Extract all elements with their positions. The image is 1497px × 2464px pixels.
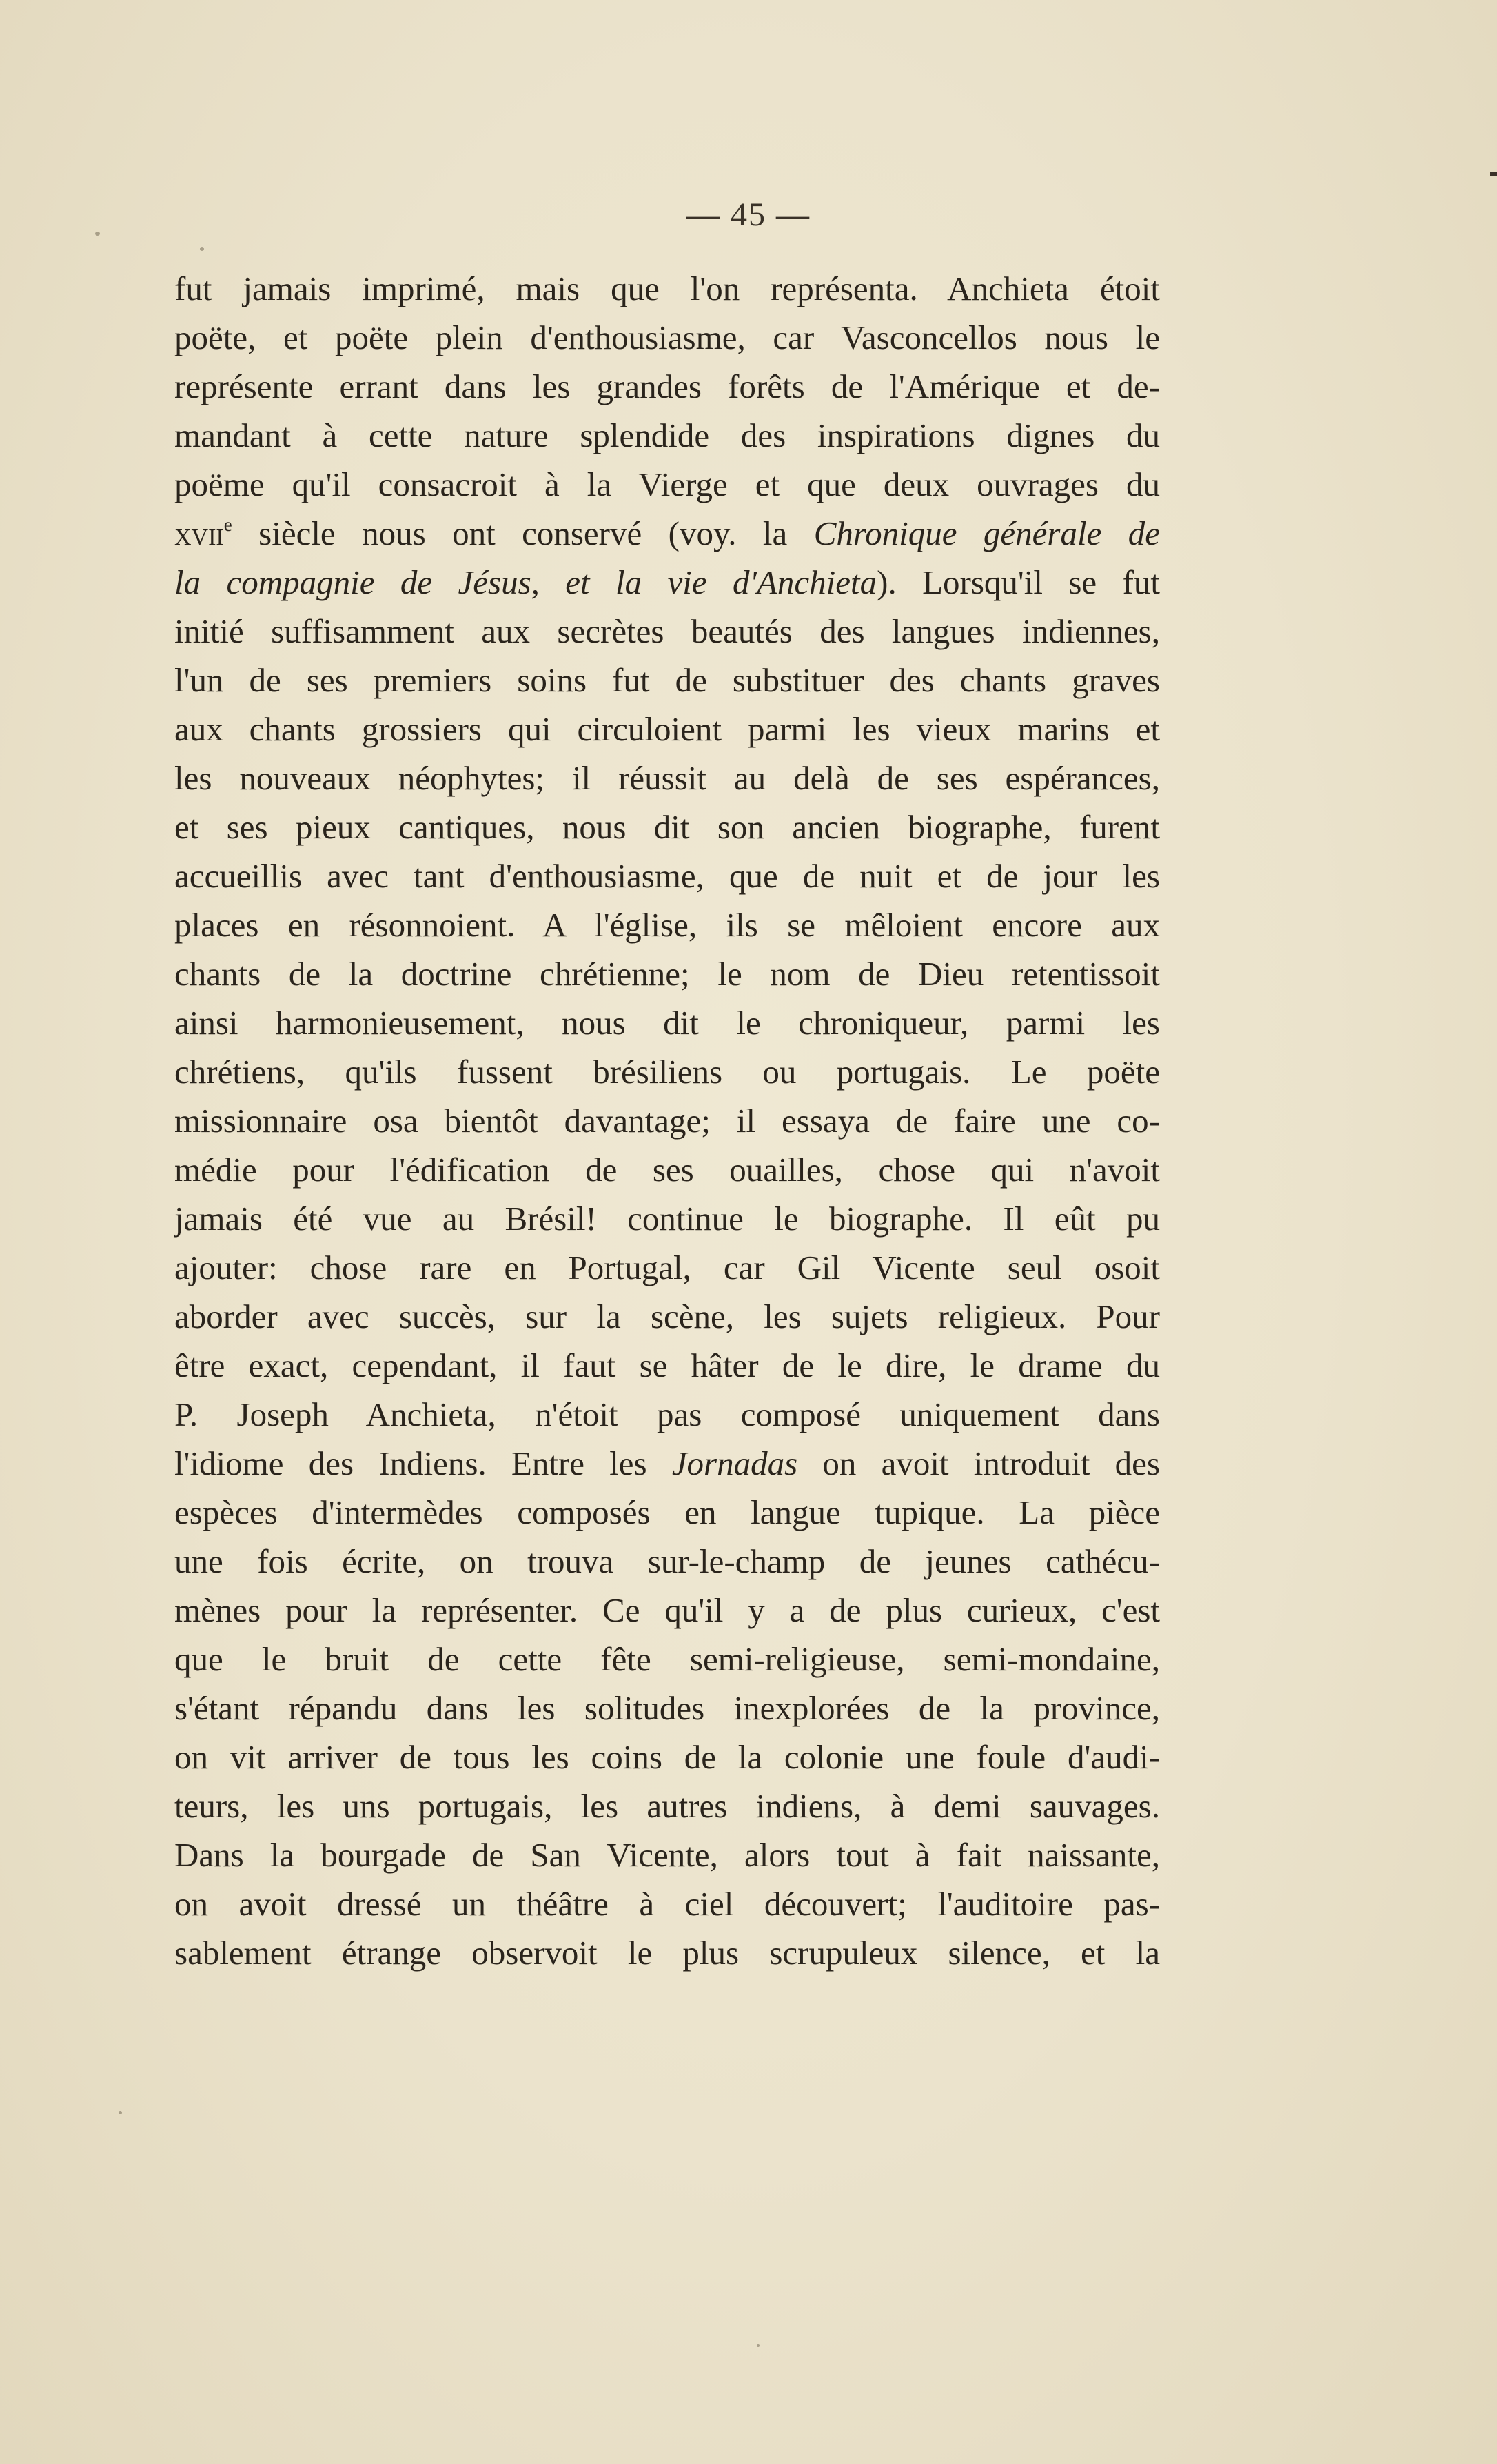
paper-speck (200, 247, 204, 251)
text-line: et ses pieux cantiques, nous dit son ancien biographe, furent (174, 808, 1160, 846)
text-line: teurs, les uns portugais, les autres indiens, à demi sauvages. (174, 1787, 1160, 1825)
text-line: accueillis avec tant d'enthousiasme, que de nuit et de jour les (174, 857, 1160, 895)
text-line: jamais été vue au Brésil! continue le biographe. Il eût pu (174, 1200, 1160, 1238)
text-line: places en résonnoient. A l'église, ils se mêloient encore aux (174, 906, 1160, 944)
paper-speck (757, 2344, 760, 2347)
paper-speck (119, 2111, 122, 2114)
text-line: on vit arriver de tous les coins de la colonie une foule d'audi- (174, 1738, 1160, 1776)
book-title-italic: Chronique générale de (813, 514, 1160, 552)
text-line: fut jamais imprimé, mais que l'on représenta. Anchieta étoit (174, 270, 1160, 307)
text-line: aux chants grossiers qui circuloient parmi les vieux marins et (174, 710, 1160, 748)
text-line: chants de la doctrine chrétienne; le nom de Dieu retentissoit (174, 955, 1160, 993)
text-line: Dans la bourgade de San Vicente, alors tout à fait naissante, (174, 1836, 1160, 1874)
text-run: on avoit introduit des (797, 1444, 1160, 1482)
text-line: s'étant répandu dans les solitudes inexplorées de la province, (174, 1689, 1160, 1727)
text-line: ajouter: chose rare en Portugal, car Gil Vicente seul osoit (174, 1249, 1160, 1286)
text-line: les nouveaux néophytes; il réussit au delà de ses espérances, (174, 759, 1160, 797)
paper-speck (95, 232, 100, 236)
text-line: missionnaire osa bientôt davantage; il essaya de faire une co- (174, 1102, 1160, 1140)
text-line: aborder avec succès, sur la scène, les sujets religieux. Pour (174, 1297, 1160, 1335)
text-line (174, 558, 1160, 607)
century-numeral: xvii (174, 514, 224, 552)
text-line: représente errant dans les grandes forêts de l'Amérique et de- (174, 367, 1160, 405)
text-line: poëte, et poëte plein d'enthousiasme, car Vasconcellos nous le (174, 319, 1160, 356)
text-line: l'un de ses premiers soins fut de substituer des chants graves (174, 661, 1160, 699)
text-run: ). Lorsqu'il se fut (877, 563, 1160, 601)
text-line: chrétiens, qu'ils fussent brésiliens ou portugais. Le poëte (174, 1053, 1160, 1091)
text-line: sablement étrange observoit le plus scrupuleux silence, et la (174, 1934, 1160, 1972)
jornadas-italic: Jornadas (671, 1444, 798, 1482)
text-line: médie pour l'édification de ses ouailles, chose qui n'avoit (174, 1151, 1160, 1189)
body-text (174, 264, 1160, 1977)
text-line: poëme qu'il consacroit à la Vierge et que deux ouvrages du (174, 465, 1160, 503)
text-line (174, 1439, 1160, 1488)
text-line: mènes pour la représenter. Ce qu'il y a de plus curieux, c'est (174, 1591, 1160, 1629)
text-line: mandant à cette nature splendide des inspirations dignes du (174, 416, 1160, 454)
text-line: P. Joseph Anchieta, n'étoit pas composé uniquement dans (174, 1395, 1160, 1433)
text-run: siècle nous ont conservé (voy. la (232, 514, 814, 552)
book-title-italic: la compagnie de Jésus, et la vie d'Anchieta (174, 563, 877, 601)
text-line: que le bruit de cette fête semi-religieuse, semi-mondaine, (174, 1640, 1160, 1678)
page-edge-mark (1490, 172, 1497, 176)
text-line: initié suffisamment aux secrètes beautés des langues indiennes, (174, 612, 1160, 650)
text-line: ainsi harmonieusement, nous dit le chroniqueur, parmi les (174, 1004, 1160, 1042)
century-superscript: e (223, 514, 232, 535)
text-run: l'idiome des Indiens. Entre les (174, 1444, 672, 1482)
text-line: une fois écrite, on trouva sur-le-champ de jeunes cathécu- (174, 1542, 1160, 1580)
text-line: être exact, cependant, il faut se hâter de le dire, le drame du (174, 1346, 1160, 1384)
page-number: — 45 — (686, 196, 811, 233)
text-line: espèces d'intermèdes composés en langue tupique. La pièce (174, 1493, 1160, 1531)
text-line (174, 509, 1160, 558)
text-line: on avoit dressé un théâtre à ciel découvert; l'auditoire pas- (174, 1885, 1160, 1923)
